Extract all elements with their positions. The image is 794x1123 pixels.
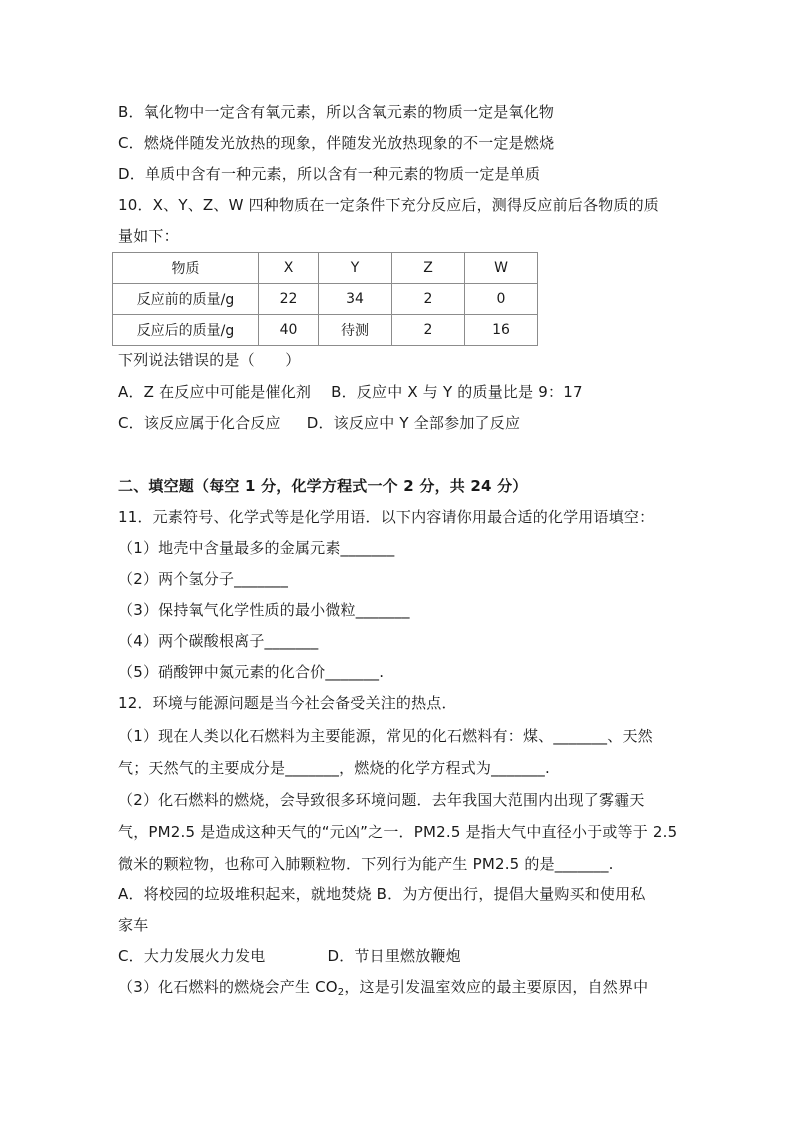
co2-subscript: 2 (337, 987, 345, 998)
q11-item-4: （4）两个碳酸根离子_______ (118, 632, 319, 650)
q10-option-b: B．反应中 X 与 Y 的质量比是 9：17 (331, 383, 583, 401)
table-cell: 2 (392, 284, 465, 315)
table-cell: 40 (259, 315, 319, 346)
q9-option-d: D．单质中含有一种元素，所以含有一种元素的物质一定是单质 (118, 165, 541, 183)
q10-options-ab (118, 382, 583, 402)
q12-part1-line2: 气；天然气的主要成分是_______，燃烧的化学方程式为_______. (118, 759, 550, 777)
table-header-row (113, 253, 538, 284)
table-header-cell: Z (392, 253, 465, 284)
q12-option-c: C．大力发展火力发电 (118, 947, 266, 965)
q10-option-c: C．该反应属于化合反应 (118, 414, 281, 432)
q12-options-ab-line2: 家车 (118, 916, 149, 934)
q9-option-b: B．氧化物中一定含有氧元素，所以含氧元素的物质一定是氧化物 (118, 103, 555, 121)
q10-stem-line1: 10．X、Y、Z、W 四种物质在一定条件下充分反应后，测得反应前后各物质的质 (118, 196, 660, 214)
q12-part3-line1 (118, 977, 648, 997)
table-cell: 待测 (319, 315, 392, 346)
table-cell: 反应后的质量/g (113, 315, 259, 346)
q11-item-1: （1）地壳中含量最多的金属元素_______ (118, 539, 395, 557)
q11-item-3: （3）保持氧气化学性质的最小微粒_______ (118, 601, 410, 619)
q12-part3-post: ，这是引发温室效应的最主要原因，自然界中 (344, 978, 649, 996)
q10-option-a: A．Z 在反应中可能是催化剂 (118, 383, 312, 401)
table-header-cell: 物质 (113, 253, 259, 284)
q12-part2-line1: （2）化石燃料的燃烧，会导致很多环境问题．去年我国大范围内出现了雾霾天 (118, 791, 645, 809)
table-cell: 反应前的质量/g (113, 284, 259, 315)
q12-part2-line2: 气，PM2.5 是造成这种天气的“元凶”之一．PM2.5 是指大气中直径小于或等于 2.5 (118, 823, 678, 841)
table-cell: 34 (319, 284, 392, 315)
q11-item-2: （2）两个氢分子_______ (118, 570, 289, 588)
q12-options-cd (118, 946, 461, 966)
q12-part1-line1: （1）现在人类以化石燃料为主要能源，常见的化石燃料有：煤、_______、天然 (118, 727, 653, 745)
q10-prompt: 下列说法错误的是（ ） (118, 351, 301, 369)
q12-options-ab-line1: A．将校园的垃圾堆积起来，就地焚烧 B．为方便出行，提倡大量购买和使用私 (118, 885, 646, 903)
section-title: 二、填空题（每空 1 分，化学方程式一个 2 分，共 24 分） (118, 477, 528, 495)
table-header-cell: W (465, 253, 538, 284)
q12-part3-pre: （3）化石燃料的燃烧会产生 CO (118, 978, 338, 996)
q12-stem: 12．环境与能源问题是当今社会备受关注的热点． (118, 694, 457, 712)
q12-option-d: D．节日里燃放鞭炮 (327, 947, 461, 965)
table-header-cell: X (259, 253, 319, 284)
table-cell: 2 (392, 315, 465, 346)
q11-item-5: （5）硝酸钾中氮元素的化合价_______. (118, 663, 385, 681)
q10-option-d: D．该反应中 Y 全部参加了反应 (306, 414, 521, 432)
table-row (113, 315, 538, 346)
q10-stem-line2: 量如下： (118, 227, 179, 245)
table-cell: 16 (465, 315, 538, 346)
q10-options-cd (118, 413, 520, 433)
table-header-cell: Y (319, 253, 392, 284)
table-cell: 0 (465, 284, 538, 315)
q11-stem: 11．元素符号、化学式等是化学用语．以下内容请你用最合适的化学用语填空： (118, 508, 655, 526)
q12-part2-line3: 微米的颗粒物，也称可入肺颗粒物．下列行为能产生 PM2.5 的是_______. (118, 855, 614, 873)
table-row (113, 284, 538, 315)
q9-option-c: C．燃烧伴随发光放热的现象，伴随发光放热现象的不一定是燃烧 (118, 134, 555, 152)
mass-table (112, 252, 538, 346)
table-cell: 22 (259, 284, 319, 315)
